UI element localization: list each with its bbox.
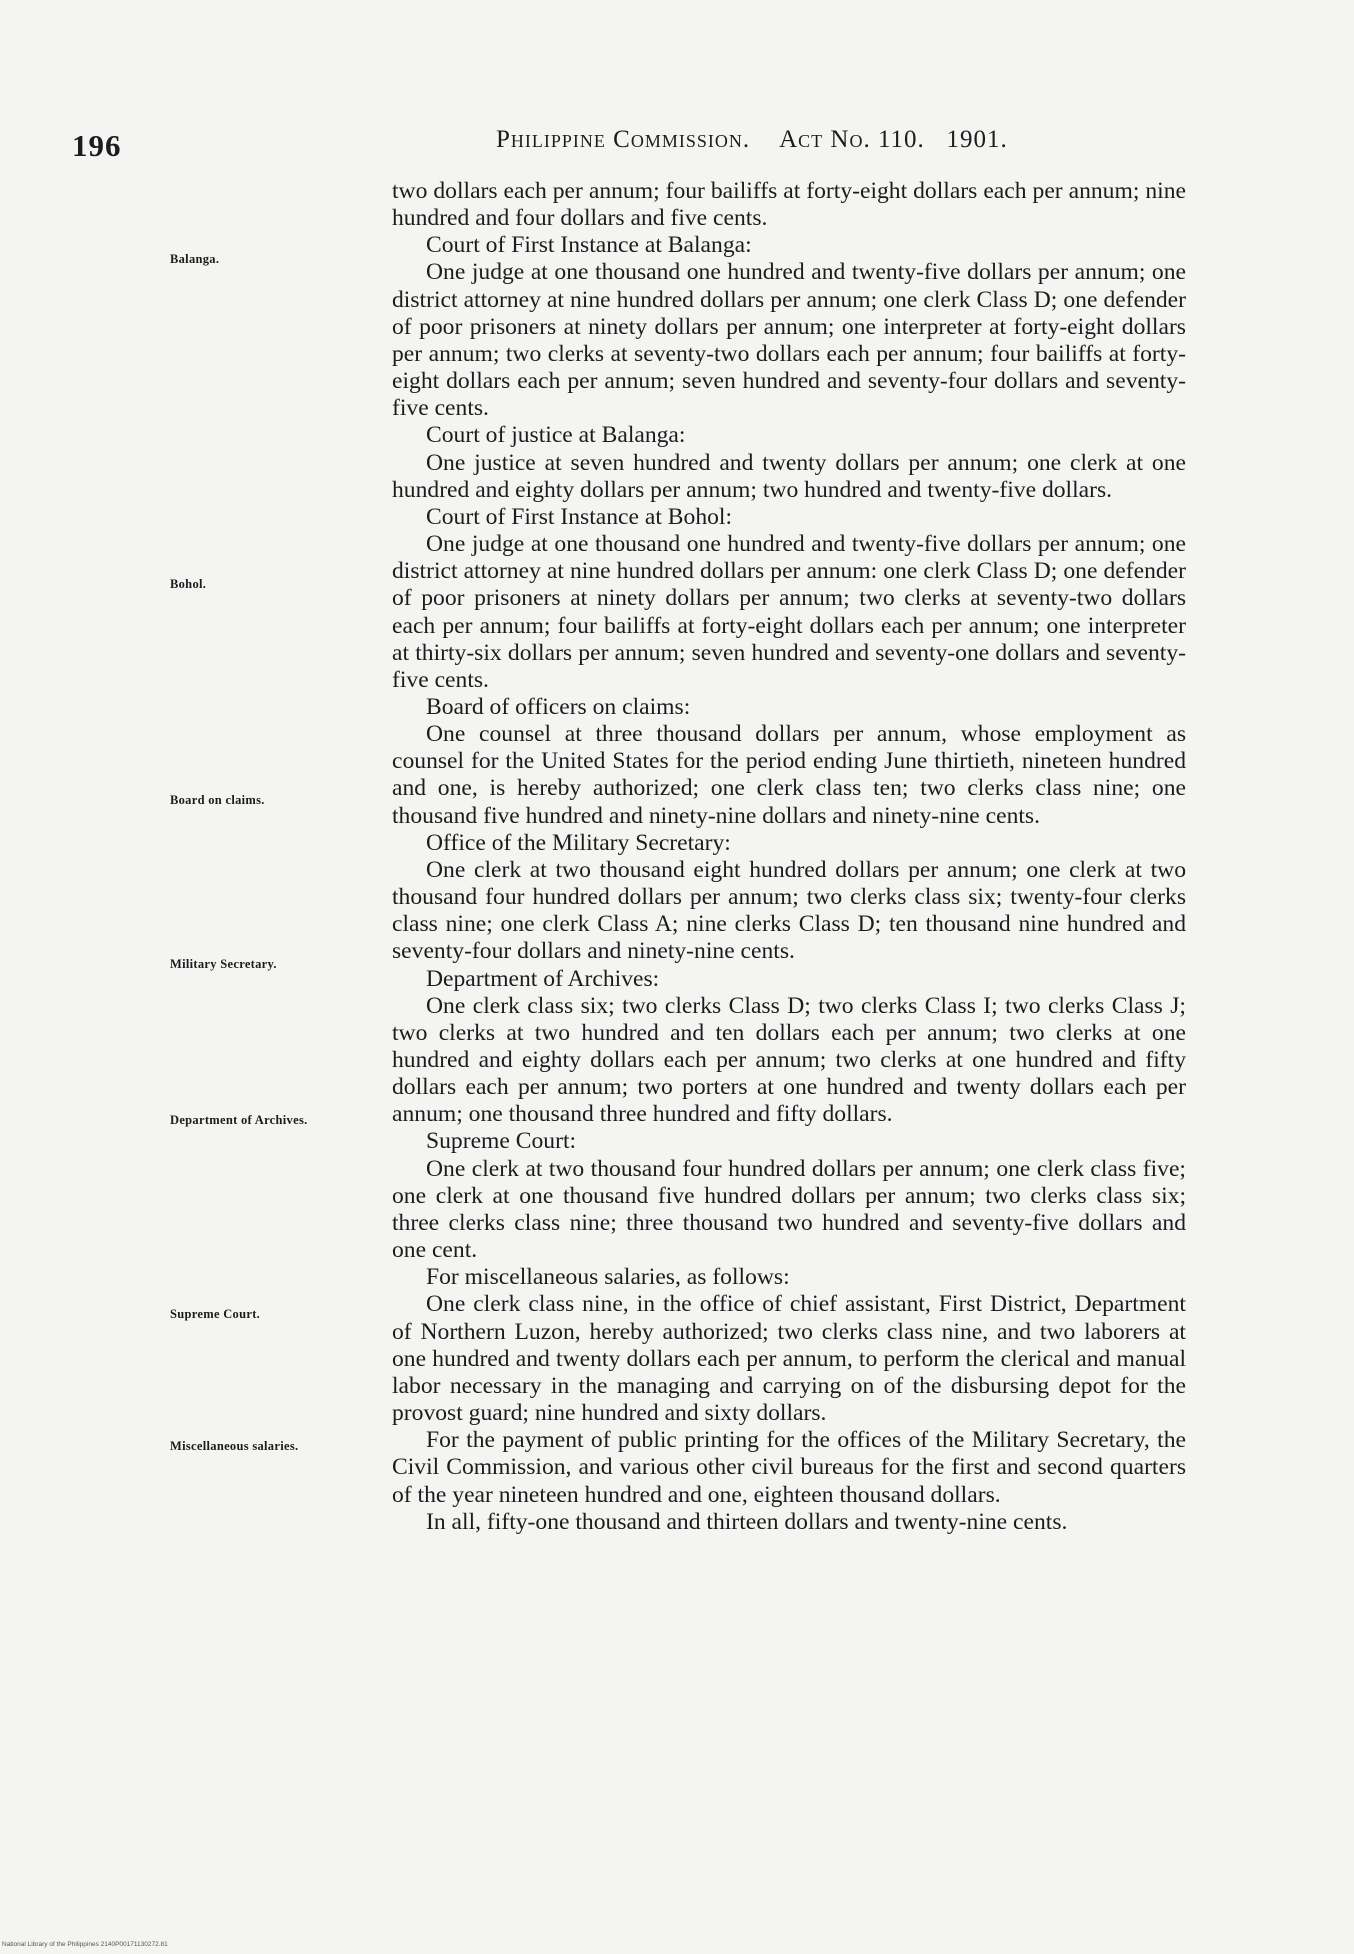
body-paragraph: two dollars each per annum; four bailiffs at forty-eight dollars each per annum; nine hundred and four dollars and five cents. [392,178,1186,232]
margin-note-military-secretary: Military Secretary. [170,957,277,971]
section-heading: Court of First Instance at Balanga: [426,232,752,259]
running-head-act: Act No. 110. [779,126,925,153]
running-head-year: 1901. [946,126,1008,153]
section-heading: Office of the Military Secretary: [426,829,731,856]
body-paragraph: One judge at one thousand one hundred and twenty-five dollars per annum; one district attorney at nine hundred dollars per annum: one clerk Class D; one defender of poor prisoners at ninety dollars per annum; two clerks at seventy-two dollars each per annum; four bailiffs at forty-eight dollars each per annum; one interpreter at thirty-six dollars per annum; seven hundred and seventy-one dollars and seventy-five cents. [392,531,1186,693]
section-heading: Court of First Instance at Bohol: [426,503,733,530]
body-paragraph: One justice at seven hundred and twenty dollars per annum; one clerk at one hundred and eighty dollars per annum; two hundred and twenty-five dollars. [392,449,1186,503]
body-paragraph: One clerk at two thousand four hundred dollars per annum; one clerk class five; one clerk at one thousand five hundred dollars per annum; two clerks class six; three clerks class nine; three thousand two hundred and seventy-five dollars and one cent. [392,1155,1186,1264]
body-paragraph: In all, fifty-one thousand and thirteen dollars and twenty-nine cents. [426,1508,1068,1535]
body-paragraph: One judge at one thousand one hundred and twenty-five dollars per annum; one district attorney at nine hundred dollars per annum; one clerk Class D; one defender of poor prisoners at ninety dollars per annum; one interpreter at forty-eight dollars per annum; two clerks at seventy-two dollars each per annum; four bailiffs at forty-eight dollars each per annum; seven hundred and seventy-four dollars and seventy-five cents. [392,259,1186,422]
body-paragraph: For the payment of public printing for the offices of the Military Secretary, the Civil Commission, and various other civil bureaus for the first and second quarters of the year nineteen hundred and one, eighteen thousand dollars. [392,1427,1186,1508]
margin-note-supreme-court: Supreme Court. [170,1307,261,1321]
section-heading: Court of justice at Balanga: [426,422,686,449]
section-heading: Department of Archives: [426,965,660,992]
running-head [496,126,1096,154]
running-head-title: Philippine Commission. [496,126,751,153]
section-heading: For miscellaneous salaries, as follows: [426,1264,790,1291]
margin-note-archives: Department of Archives. [170,1113,308,1127]
scan-footer-text: National Library of the Philippines 2140P00171130272.81 [2,1941,168,1948]
margin-note-balanga: Balanga. [170,252,220,266]
margin-note-bohol: Bohol. [170,577,207,591]
section-heading: Supreme Court: [426,1128,577,1155]
body-paragraph: One counsel at three thousand dollars per annum, whose employment as counsel for the United States for the period ending June thirtieth, nineteen hundred and one, is hereby authorized; one clerk class ten; two clerks class nine; one thousand five hundred and ninety-nine dollars and ninety-nine cents. [392,721,1186,829]
section-heading: Board of officers on claims: [426,693,691,720]
body-text [392,178,1186,1536]
margin-note-miscellaneous-salaries: Miscellaneous salaries. [170,1439,299,1453]
body-paragraph: One clerk at two thousand eight hundred dollars per annum; one clerk at two thousand four hundred dollars per annum; two clerks class six; twenty-four clerks class nine; one clerk Class A; nine clerks Class D; ten thousand nine hundred and seventy-four dollars and ninety-nine cents. [392,856,1186,965]
page-number: 196 [72,128,122,163]
margin-note-board-on-claims: Board on claims. [170,793,265,807]
body-paragraph: One clerk class six; two clerks Class D; two clerks Class I; two clerks Class J; two clerks at two hundred and ten dollars each per annum; two clerks at one hundred and eighty dollars each per annum; two clerks at one hundred and fifty dollars each per annum; two porters at one hundred and twenty dollars each per annum; one thousand three hundred and fifty dollars. [392,992,1186,1128]
body-paragraph: One clerk class nine, in the office of chief assistant, First District, Department of Northern Luzon, hereby authorized; two clerks class nine, and two laborers at one hundred and twenty dollars each per annum, to perform the clerical and manual labor necessary in the managing and carrying on of the disbursing depot for the provost guard; nine hundred and sixty dollars. [392,1291,1186,1427]
